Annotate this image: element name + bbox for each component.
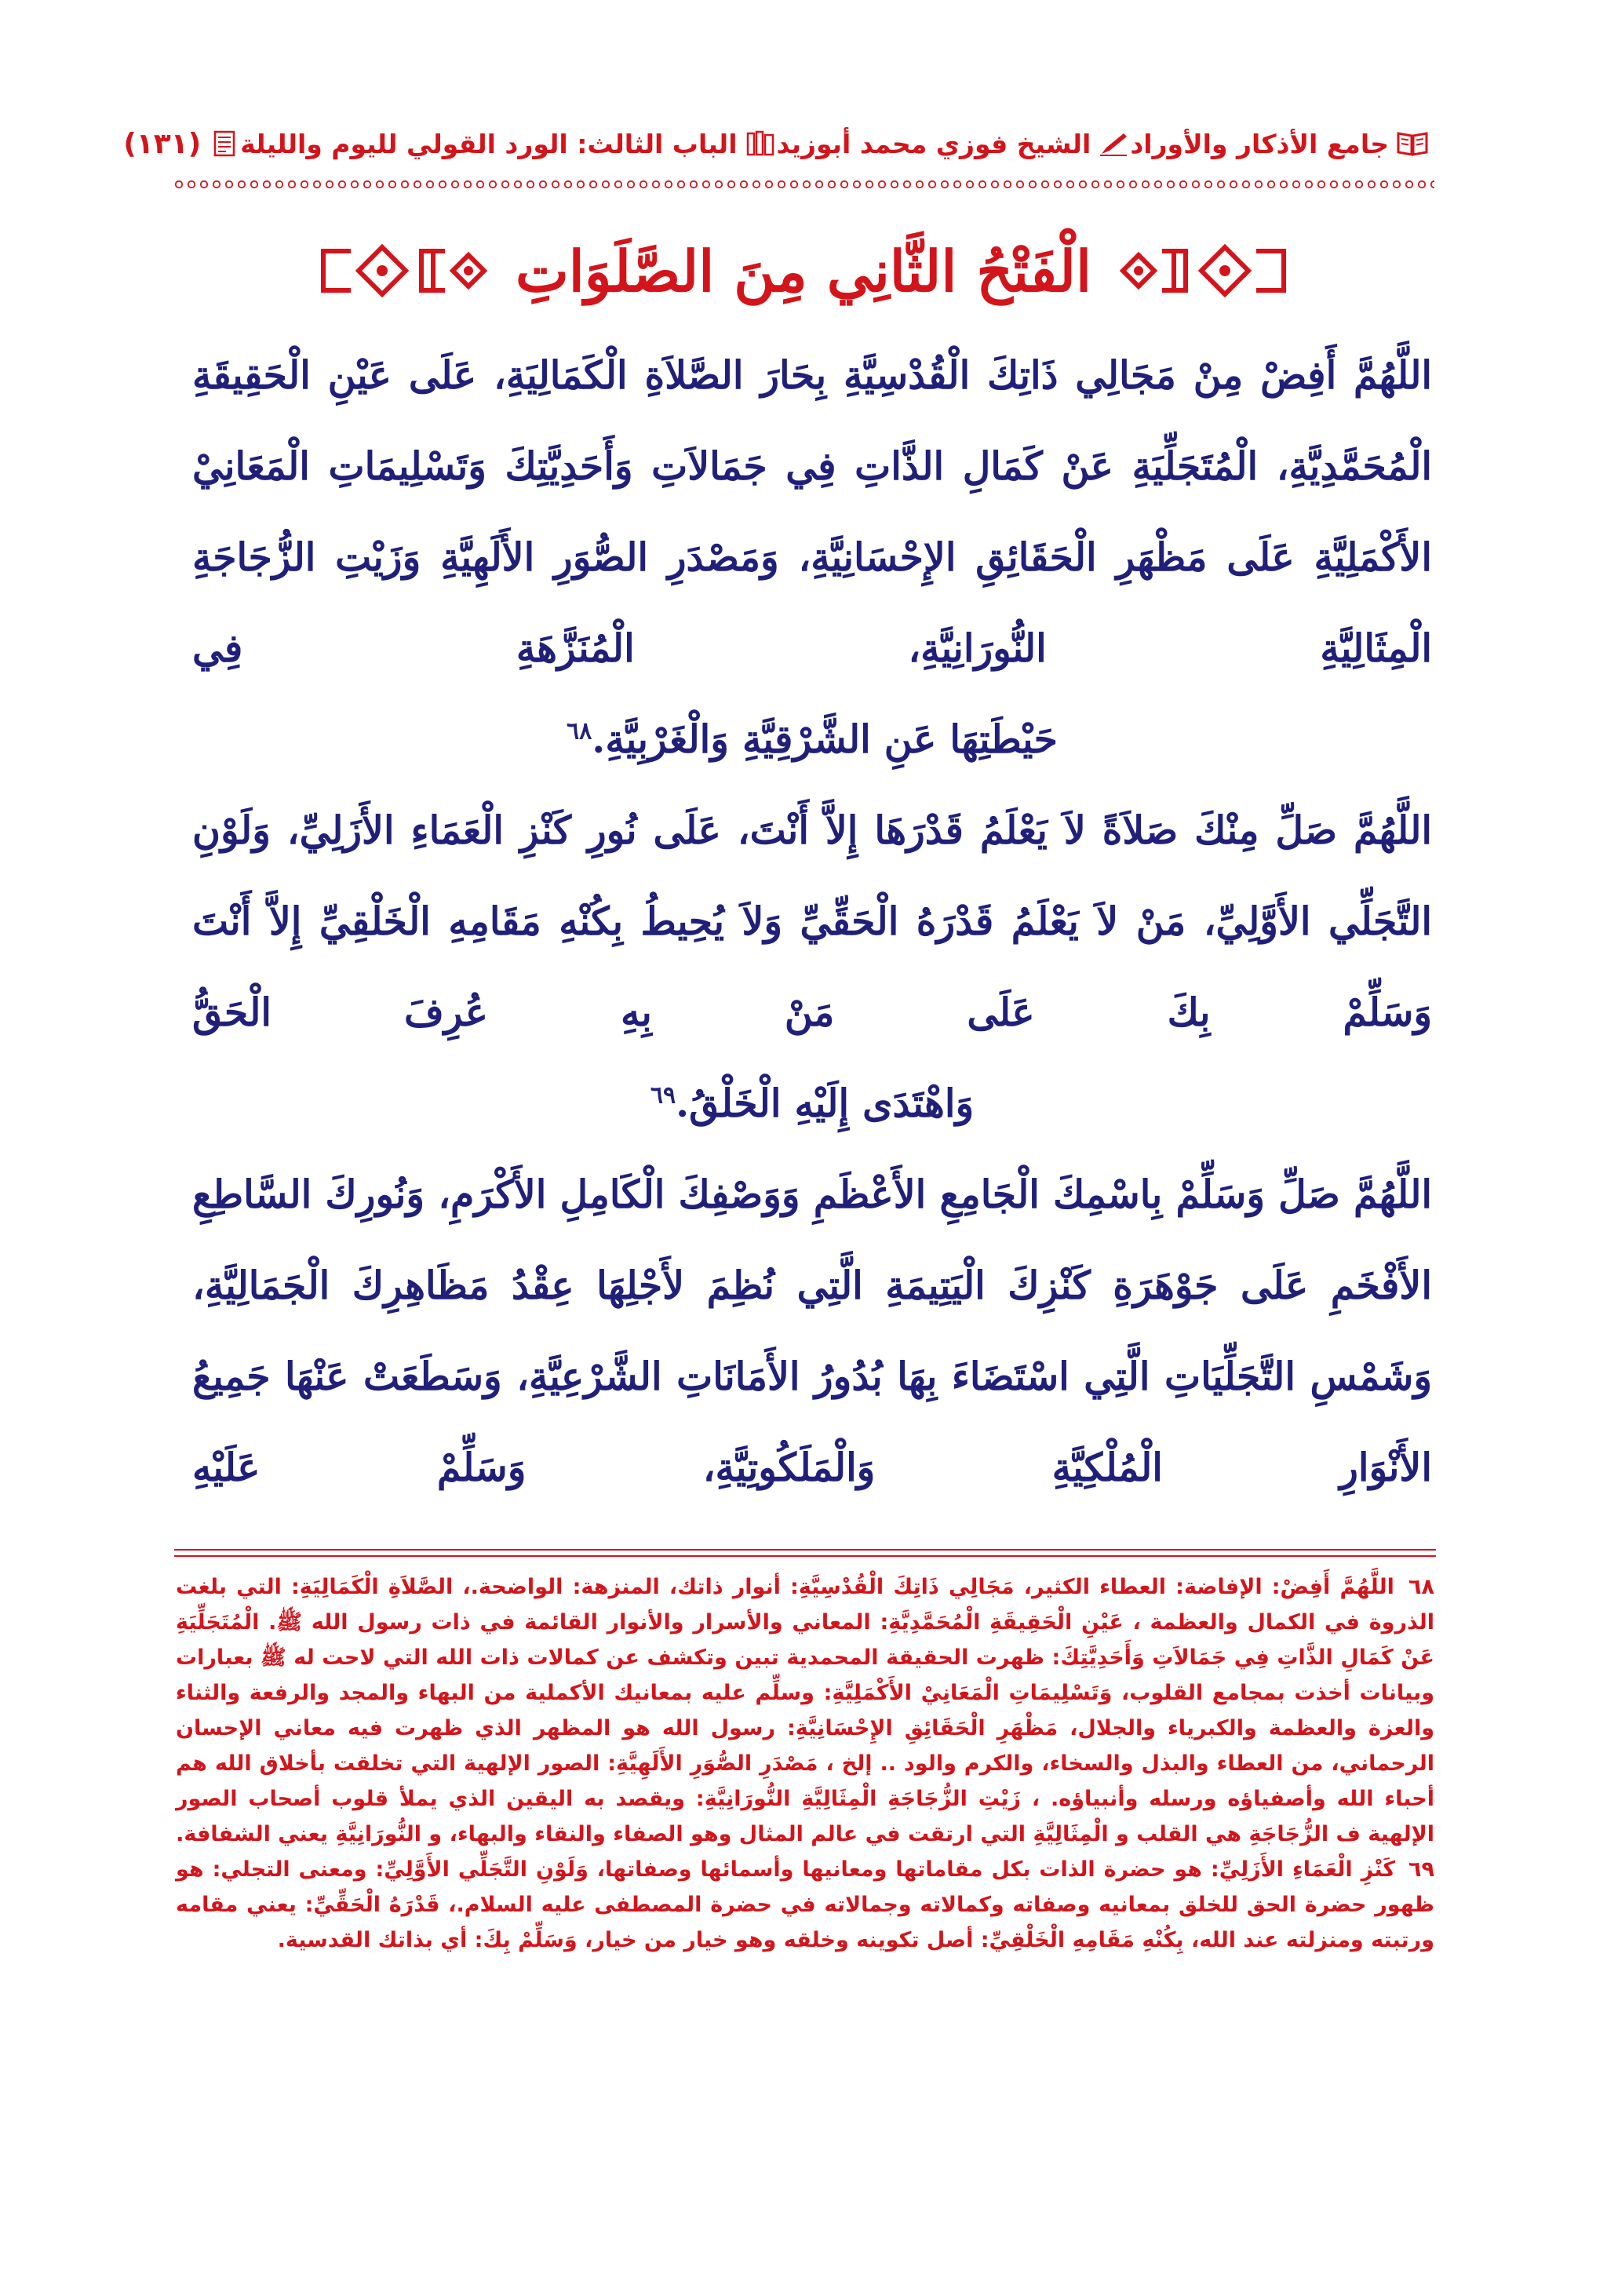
arabesque-ornament-icon bbox=[312, 235, 492, 306]
footnote-text: كَنْزِ الْعَمَاءِ الأَزَلِيِّ: هو حضرة الذات بكل مقاماتها ومعانيها وأسمائها وصفاتها، وَلَوْنِ التَّجَلِّي الأَوَّلِيِّ: ومعنى التجلي: هو ظهور حضرة الحق للخلق بمعانيه وصفاته وكمالاته وجمالاته في حضرة المصطفى عليه السلام.، قَدْرَهُ الْحَقِّيِّ: يعني مقامه ورتبته ومنزلته عند الله، بِكُنْهِ مَقَامِهِ الْخَلْقِيِّ: أصل تكوينه وخلقه وهو خيار من خيار، وَسَلِّمْ بِكَ: أي بذاتك القدسية. bbox=[176, 1857, 1434, 1952]
prayer-paragraph-1-last-line bbox=[192, 694, 1432, 785]
footnote-ref-69[interactable]: ٦٩ bbox=[650, 1081, 676, 1110]
header-book-segment bbox=[1130, 129, 1428, 159]
footnote-text: اللَّهُمَّ أَفِضْ: الإفاضة: العطاء الكثير، مَجَالِي ذَاتِكَ الْقُدْسِيَّةِ: أنوار ذاتك، المنزهة: الواضحة.، الصَّلاَةِ الْكَمَالِيَةِ: التي بلغت الذروة في الكمال والعظمة ، عَيْنِ الْحَقِيقَةِ الْمُحَمَّدِيَّةِ: المعاني والأسرار والأنوار القائمة في ذات رسول الله ﷺ. الْمُتَجَلِّيَةِ عَنْ كَمَالِ الذَّاتِ فِي جَمَالاَتِ وَأَحَدِيَّتِكَ: ظهرت الحقيقة المحمدية تبين وتكشف عن كمالات ذات الله التي لاحت له ﷺ بعبارات وبيانات أخذت بمجامع القلوب، وَتَسْلِيمَاتِ الْمَعَانِيْ الأَكْمَلِيَّةِ: وسلِّم عليه بمعانيك الأكملية من البهاء والمجد والرفعة والثناء والعزة والعظمة والكبرياء والجلال، مَظْهَرِ الْحَقَائِقِ الإِحْسَانِيَّةِ: رسول الله هو المظهر الذي ظهرت فيه معاني الإحسان الرحماني، من العطاء والبذل والسخاء، والكرم والود .. إلخ ، مَصْدَرِ الصُّوَرِ الأَلَهِيَّةِ: الصور الإلهية التي تخلقت بأخلاق الله هم أحباء الله وأصفياؤه ورسله وأنبياؤه. ، زَيْتِ الزُّجَاجَةِ الْمِثَالِيَّةِ النُّورَانِيَّةِ: ويقصد به اليقين الذي يملأ قلوب أصحاب الصور الإلهية ف الزُّجَاجَةِ هي القلب و الْمِثَالِيَّةِ التي ارتقت في عالم المثال وهو الصفاء والنقاء والبهاء، و النُّورَانِيَّةِ يعني الشفافة. bbox=[176, 1575, 1434, 1846]
page-icon bbox=[209, 130, 240, 157]
prayer-body bbox=[192, 330, 1432, 1513]
prayer-paragraph-2-last-line bbox=[192, 1058, 1432, 1149]
arabesque-ornament-icon bbox=[1115, 235, 1295, 306]
header-author-segment bbox=[777, 129, 1131, 159]
footnote-separator bbox=[174, 1547, 1436, 1558]
prayer-paragraph-1-last-text: حَيْطَتِهَا عَنِ الشَّرْقِيَّةِ وَالْغَرْبِيَّةِ. bbox=[592, 716, 1058, 762]
book-icon bbox=[1397, 130, 1428, 157]
header-chapter: الباب الثالث: الورد القولي لليوم والليلة bbox=[240, 128, 738, 159]
footnote-ref-68[interactable]: ٦٨ bbox=[567, 717, 592, 745]
prayer-paragraph-2: اللَّهُمَّ صَلِّ مِنْكَ صَلاَةً لاَ يَعْلَمُ قَدْرَهَا إِلاَّ أَنْتَ، عَلَى نُورِ كَنْزِ الْعَمَاءِ الأَزَلِيِّ، وَلَوْنِ التَّجَلِّي الأَوَّلِيِّ، مَنْ لاَ يَعْلَمُ قَدْرَهُ الْحَقِّيِّ وَلاَ يُحِيطُ بِكُنْهِ مَقَامِهِ الْخَلْقِيِّ إِلاَّ أَنْتَ وَسَلِّمْ بِكَ عَلَى مَنْ بِهِ عُرِفَ الْحَقُّ bbox=[192, 807, 1432, 1035]
footnote-number: ٦٨ bbox=[1408, 1575, 1434, 1599]
prayer-paragraph-2-last-text: وَاهْتَدَى إِلَيْهِ الْخَلْقُ. bbox=[676, 1081, 975, 1126]
books-icon bbox=[745, 130, 777, 157]
header-author: الشيخ فوزي محمد أبوزيد bbox=[776, 128, 1091, 159]
section-title: الْفَتْحُ الثَّانِي مِنَ الصَّلَوَاتِ bbox=[516, 237, 1091, 304]
footnote-69 bbox=[176, 1852, 1434, 1958]
page-number: (١٣١) bbox=[123, 127, 202, 160]
prayer-paragraph-1: اللَّهُمَّ أَفِضْ مِنْ مَجَالِي ذَاتِكَ الْقُدْسِيَّةِ بِحَارَ الصَّلاَةِ الْكَمَالِيَةِ، عَلَى عَيْنِ الْحَقِيقَةِ الْمُحَمَّدِيَّةِ، الْمُتَجَلِّيَةِ عَنْ كَمَالِ الذَّاتِ فِي جَمَالاَتِ وَأَحَدِيَّتِكَ وَتَسْلِيمَاتِ الْمَعَانِيْ الأَكْمَلِيَّةِ عَلَى مَظْهَرِ الْحَقَائِقِ الإِحْسَانِيَّةِ، وَمَصْدَرِ الصُّوَرِ الأَلَهِيَّةِ وَزَيْتِ الزُّجَاجَةِ الْمِثَالِيَّةِ النُّورَانِيَّةِ، الْمُنَزَّهَةِ فِي bbox=[192, 352, 1432, 671]
header-ornament-rule bbox=[173, 177, 1434, 191]
pen-icon bbox=[1099, 130, 1130, 157]
footnote-68 bbox=[176, 1569, 1434, 1852]
header-page-segment bbox=[123, 128, 240, 160]
header-book-title: جامع الأذكار والأوراد bbox=[1130, 128, 1389, 159]
page-header bbox=[123, 119, 1428, 168]
footnote-number: ٦٩ bbox=[1408, 1857, 1435, 1882]
section-title-row bbox=[235, 224, 1372, 318]
footnotes-section bbox=[176, 1569, 1434, 1958]
header-chapter-segment bbox=[240, 129, 776, 159]
prayer-paragraph-3: اللَّهُمَّ صَلِّ وَسَلِّمْ بِاسْمِكَ الْجَامِعِ الأَعْظَمِ وَوَصْفِكَ الْكَامِلِ الأَكْرَمِ، وَنُورِكَ السَّاطِعِ الأَفْخَمِ عَلَى جَوْهَرَةِ كَنْزِكَ الْيَتِيمَةِ الَّتِي نُظِمَ لأَجْلِهَا عِقْدُ مَظَاهِرِكَ الْجَمَالِيَّةِ، وَشَمْسِ التَّجَلِّيَاتِ الَّتِي اسْتَضَاءَ بِهَا بُدُورُ الأَمَانَاتِ الشَّرْعِيَّةِ، وَسَطَعَتْ عَنْهَا جَمِيعُ الأَنْوَارِ الْمُلْكِيَّةِ وَالْمَلَكُوتِيَّةِ، وَسَلِّمْ عَلَيْهِ bbox=[192, 1172, 1432, 1490]
